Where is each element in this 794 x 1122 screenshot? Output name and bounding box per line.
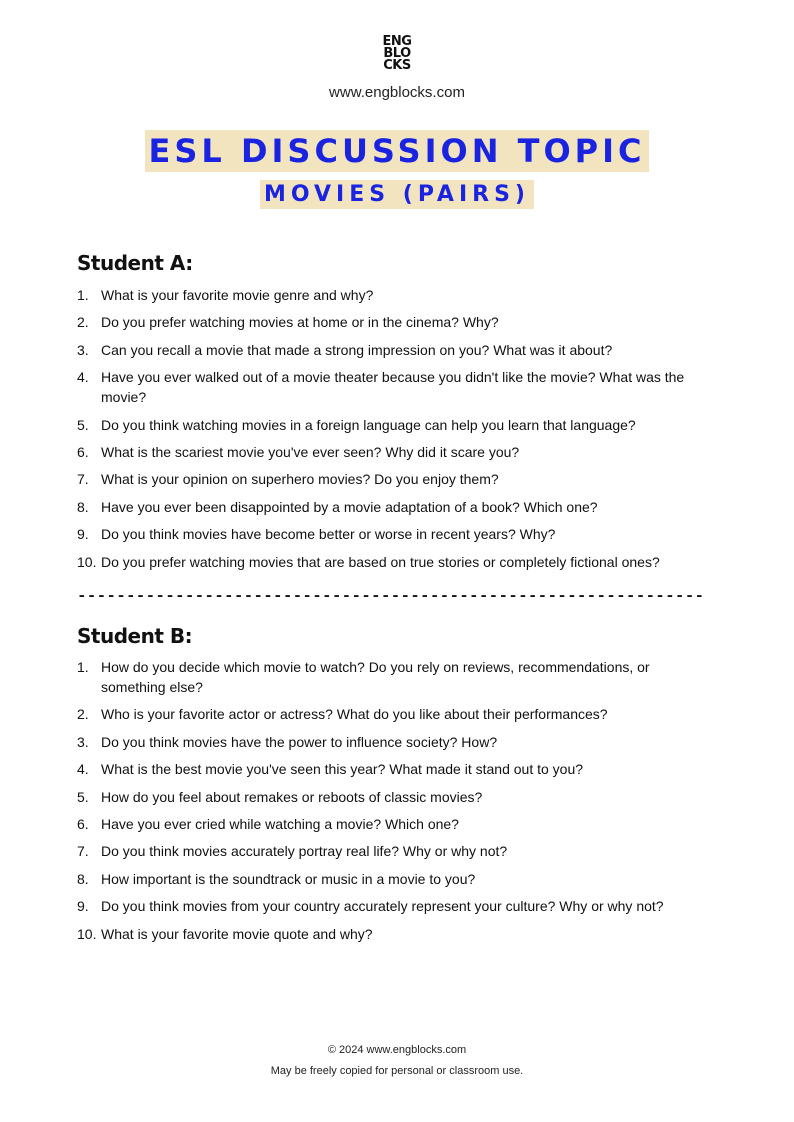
question-number: 6.: [77, 443, 89, 460]
question-item: [77, 657, 717, 697]
question-item: [77, 469, 717, 489]
question-item: [77, 285, 717, 305]
logo-line: CKS: [383, 58, 411, 73]
logo-line: ENG: [382, 34, 412, 49]
question-number: 9.: [77, 526, 89, 543]
logo-line: BLO: [383, 46, 411, 61]
engblocks-logo: [0, 36, 794, 74]
question-number: 1.: [77, 287, 89, 303]
question-number: 8.: [77, 870, 89, 887]
page-subtitle: MOVIES (PAIRS): [260, 180, 534, 209]
question-item: [77, 312, 717, 332]
question-item: [77, 704, 717, 724]
question-number: 6.: [77, 815, 89, 832]
title-wrap: [0, 130, 794, 172]
question-text: Do you think movies from your country accurately represent your culture? Why or why not?: [101, 898, 664, 915]
question-item: [77, 787, 717, 807]
question-item: [77, 442, 717, 462]
question-text: Do you think movies have the power to influence society? How?: [101, 733, 498, 750]
student-a-heading: Student A:: [77, 251, 193, 275]
question-item: [77, 924, 717, 944]
question-text: What is the scariest movie you've ever seen? Why did it scare you?: [101, 443, 520, 460]
question-text: How do you feel about remakes or reboots of classic movies?: [101, 788, 483, 805]
question-item: [77, 759, 717, 779]
question-number: 3.: [77, 341, 89, 358]
question-item: [77, 340, 717, 360]
question-text: Have you ever been disappointed by a movie adaptation of a book? Which one?: [101, 498, 598, 515]
question-number: 4.: [77, 369, 89, 386]
question-number: 7.: [77, 843, 89, 860]
question-item: [77, 497, 717, 517]
student-b-heading: Student B:: [77, 624, 193, 648]
question-number: 7.: [77, 471, 89, 488]
question-item: [77, 732, 717, 752]
question-number: 9.: [77, 898, 89, 915]
question-text: What is your opinion on superhero movies? Do you enjoy them?: [101, 471, 499, 488]
question-item: [77, 367, 717, 407]
question-item: [77, 552, 717, 572]
question-text: Do you prefer watching movies at home or in the cinema? Why?: [101, 314, 499, 331]
page-title: ESL DISCUSSION TOPIC: [145, 130, 650, 172]
question-item: [77, 841, 717, 861]
question-number: 5.: [77, 416, 89, 433]
question-text: Do you prefer watching movies that are based on true stories or completely fictional ones?: [101, 553, 660, 570]
question-number: 2.: [77, 706, 89, 723]
student-a-question-list: [77, 285, 717, 579]
question-item: [77, 415, 717, 435]
question-number: 2.: [77, 314, 89, 331]
site-url: www.engblocks.com: [329, 84, 465, 101]
question-text: What is the best movie you've seen this year? What made it stand out to you?: [101, 761, 584, 778]
question-number: 1.: [77, 659, 89, 675]
question-number: 5.: [77, 788, 89, 805]
question-text: Can you recall a movie that made a strong impression on you? What was it about?: [101, 341, 613, 358]
student-b-question-list: [77, 657, 717, 951]
logo-mark: [383, 36, 412, 72]
question-text: Who is your favorite actor or actress? What do you like about their performances?: [101, 706, 608, 723]
question-item: [77, 814, 717, 834]
question-text: Have you ever cried while watching a movie? Which one?: [101, 815, 459, 832]
question-item: [77, 869, 717, 889]
question-number: 8.: [77, 498, 89, 515]
question-text: Have you ever walked out of a movie theater because you didn't like the movie? What was the movie?: [101, 369, 685, 406]
question-text: Do you think movies have become better or worse in recent years? Why?: [101, 526, 556, 543]
question-number: 10.: [77, 925, 97, 942]
question-text: How do you decide which movie to watch? Do you rely on reviews, recommendations, or something else?: [101, 659, 650, 695]
question-text: How important is the soundtrack or music in a movie to you?: [101, 870, 476, 887]
question-text: Do you think watching movies in a foreign language can help you learn that language?: [101, 416, 636, 433]
question-text: Do you think movies accurately portray real life? Why or why not?: [101, 843, 508, 860]
subtitle-wrap: [0, 180, 794, 209]
question-item: [77, 896, 717, 916]
question-item: [77, 524, 717, 544]
footer-copyright: © 2024 www.engblocks.com: [327, 1044, 467, 1056]
question-number: 4.: [77, 761, 89, 778]
question-text: What is your favorite movie genre and why?: [101, 287, 374, 303]
question-text: What is your favorite movie quote and why?: [101, 925, 373, 942]
question-number: 10.: [77, 553, 97, 570]
footer-license: May be freely copied for personal or classroom use.: [270, 1065, 524, 1077]
question-number: 3.: [77, 733, 89, 750]
section-divider: ----------------------------------------------------------------: [77, 587, 705, 605]
